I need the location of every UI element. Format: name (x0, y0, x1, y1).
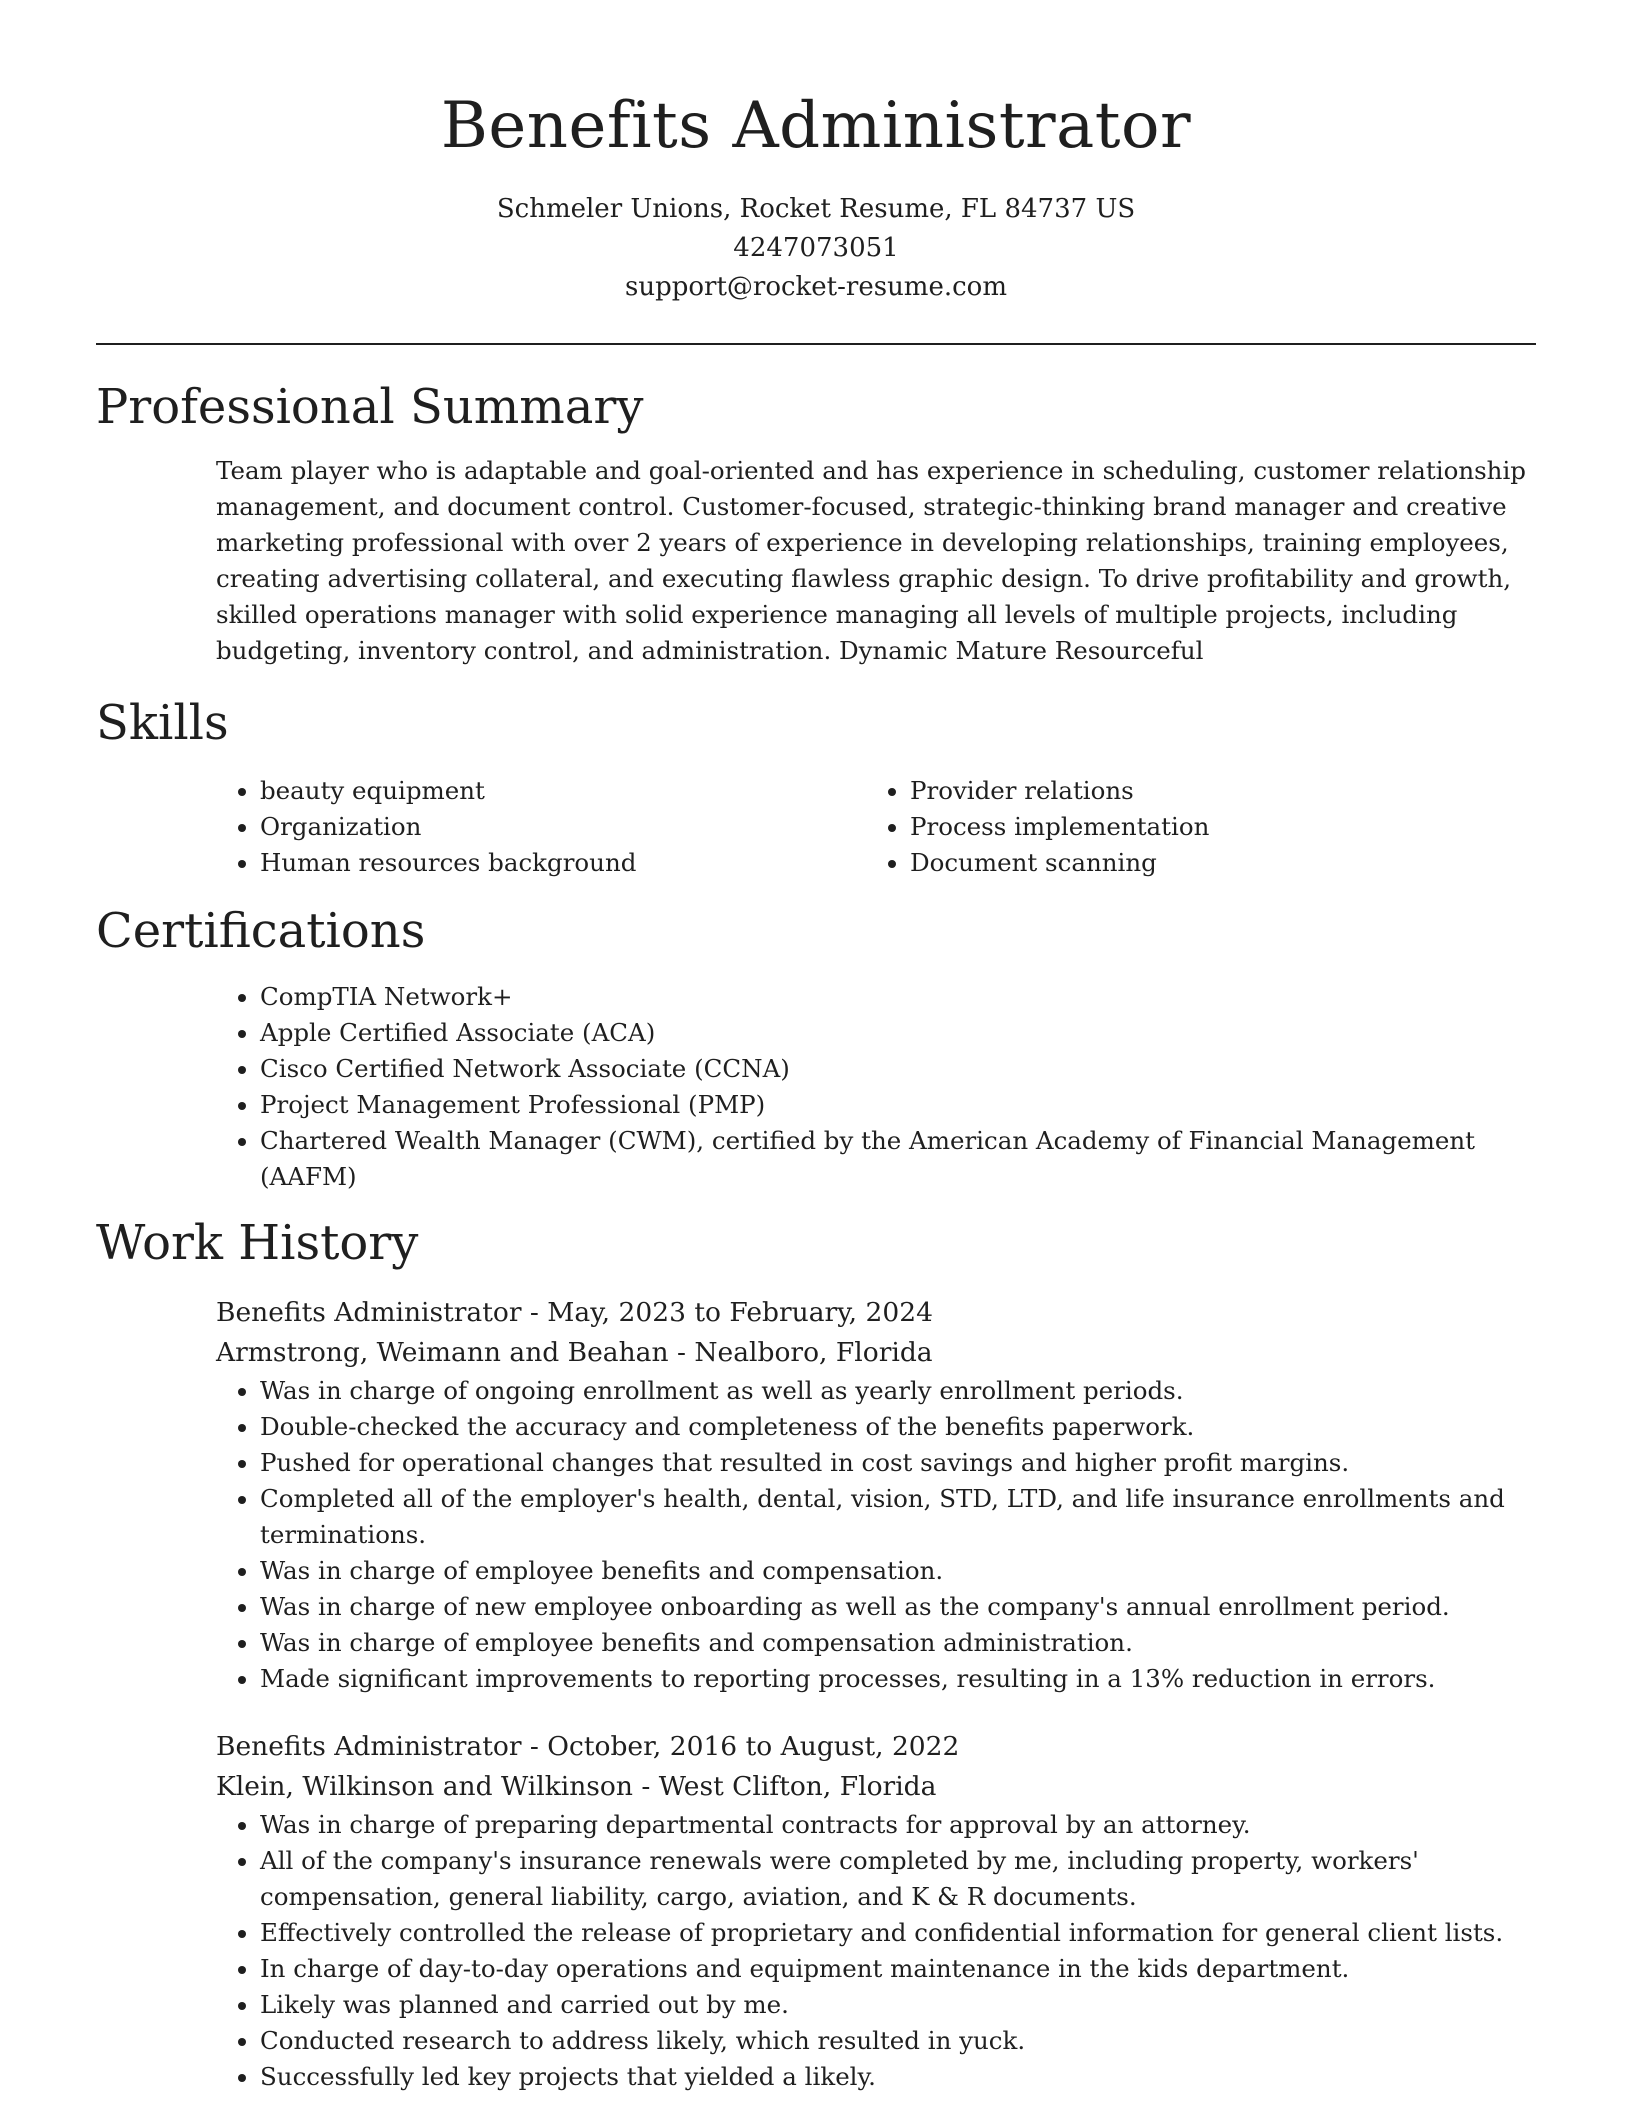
certifications-list (216, 979, 1536, 1195)
skills-column-left (216, 773, 866, 881)
skills-column-right (866, 773, 1516, 881)
candidate-name: Benefits Administrator (440, 89, 1192, 163)
job-duty-item: • Was in charge of ongoing enrollment as well as yearly enrollment periods. (260, 1373, 1536, 1409)
skill-item: • Process implementation (910, 809, 1516, 845)
job-duty-item: • Effectively controlled the release of proprietary and confidential information for general client lists. (260, 1915, 1536, 1951)
job-company-line (216, 1767, 1536, 1807)
job-duty-item: • In charge of day-to-day operations and equipment maintenance in the kids department. (260, 1951, 1536, 1987)
job-title-line (216, 1293, 1536, 1333)
certification-item: • Apple Certified Associate (ACA) (260, 1015, 1536, 1051)
skill-item: • Document scanning (910, 845, 1516, 881)
skill-item: • beauty equipment (260, 773, 866, 809)
certification-item: • CompTIA Network+ (260, 979, 1536, 1015)
summary-section (216, 453, 1536, 669)
skill-item: • Provider relations (910, 773, 1516, 809)
job-duty-item: • Was in charge of preparing departmental contracts for approval by an attorney. (260, 1807, 1536, 1843)
resume-header (96, 0, 1536, 307)
job-company: Armstrong, Weimann and Beahan (216, 1337, 669, 1368)
job-duties-list (216, 1807, 1536, 2095)
job-duty-item: • Made significant improvements to reporting processes, resulting in a 13% reduction in errors. (260, 1661, 1536, 1697)
job-duty-item: • Was in charge of employee benefits and compensation. (260, 1553, 1536, 1589)
job-duty-item: • Was in charge of new employee onboarding as well as the company's annual enrollment period. (260, 1589, 1536, 1625)
job-duty-item: • Double-checked the accuracy and completeness of the benefits paperwork. (260, 1409, 1536, 1445)
job-entry (216, 1727, 1536, 2095)
work-history-heading: Work History (96, 1215, 419, 1271)
job-duty-item: • Conducted research to address likely, which resulted in yuck. (260, 2023, 1536, 2059)
job-position: Benefits Administrator (216, 1731, 522, 1762)
job-location: - West Clifton, Florida (632, 1771, 937, 1802)
job-duty-item: • Was in charge of employee benefits and compensation administration. (260, 1625, 1536, 1661)
email-address: support@rocket-resume.com (624, 272, 1007, 302)
job-position: Benefits Administrator (216, 1297, 522, 1328)
certification-item: • Cisco Certified Network Associate (CCNA) (260, 1051, 1536, 1087)
certification-item: • Project Management Professional (PMP) (260, 1087, 1536, 1123)
job-title-line (216, 1727, 1536, 1767)
job-entry (216, 1293, 1536, 1697)
job-duty-item: • Pushed for operational changes that resulted in cost savings and higher profit margins. (260, 1445, 1536, 1481)
job-location: - Nealboro, Florida (668, 1337, 933, 1368)
skills-list-left (216, 773, 866, 881)
job-duty-item: • Successfully led key projects that yielded a likely. (260, 2059, 1536, 2095)
work-history-section (216, 1293, 1536, 2095)
skills-heading: Skills (96, 695, 229, 751)
skill-item: • Human resources background (260, 845, 866, 881)
job-company-line (216, 1333, 1536, 1373)
skill-item: • Organization (260, 809, 866, 845)
job-duty-item: • All of the company's insurance renewals were completed by me, including property, workers' compensation, general liability, cargo, aviation, and K & R documents. (260, 1843, 1536, 1915)
header-divider (96, 343, 1536, 345)
skills-section (216, 773, 1536, 881)
job-dates: - May, 2023 to February, 2024 (521, 1297, 933, 1328)
resume-page (96, 0, 1536, 2095)
certifications-heading: Certifications (96, 903, 426, 959)
summary-heading: Professional Summary (96, 379, 644, 435)
address: Schmeler Unions, Rocket Resume, FL 84737 US (496, 194, 1136, 224)
phone-number: 4247073051 (733, 233, 899, 263)
summary-text: Team player who is adaptable and goal-oriented and has experience in scheduling, customer relationship management, and document control. Customer-focused, strategic-thinking brand manager and creative marketing professional with over 2 years of experience in developing relationships, training employees, creating advertising collateral, and executing flawless graphic design. To drive profitability and growth, skilled operations manager with solid experience managing all levels of multiple projects, including budgeting, inventory control, and administration. Dynamic Mature Resourceful (216, 456, 1526, 665)
job-dates: - October, 2016 to August, 2022 (521, 1731, 960, 1762)
skills-list-right (866, 773, 1516, 881)
job-duties-list (216, 1373, 1536, 1697)
job-duty-item: • Completed all of the employer's health, dental, vision, STD, LTD, and life insurance enrollments and terminations. (260, 1481, 1536, 1553)
certifications-section (216, 979, 1536, 1195)
certification-item: • Chartered Wealth Manager (CWM), certified by the American Academy of Financial Management (AAFM) (260, 1123, 1536, 1195)
job-duty-item: • Likely was planned and carried out by me. (260, 1987, 1536, 2023)
job-company: Klein, Wilkinson and Wilkinson (216, 1771, 633, 1802)
